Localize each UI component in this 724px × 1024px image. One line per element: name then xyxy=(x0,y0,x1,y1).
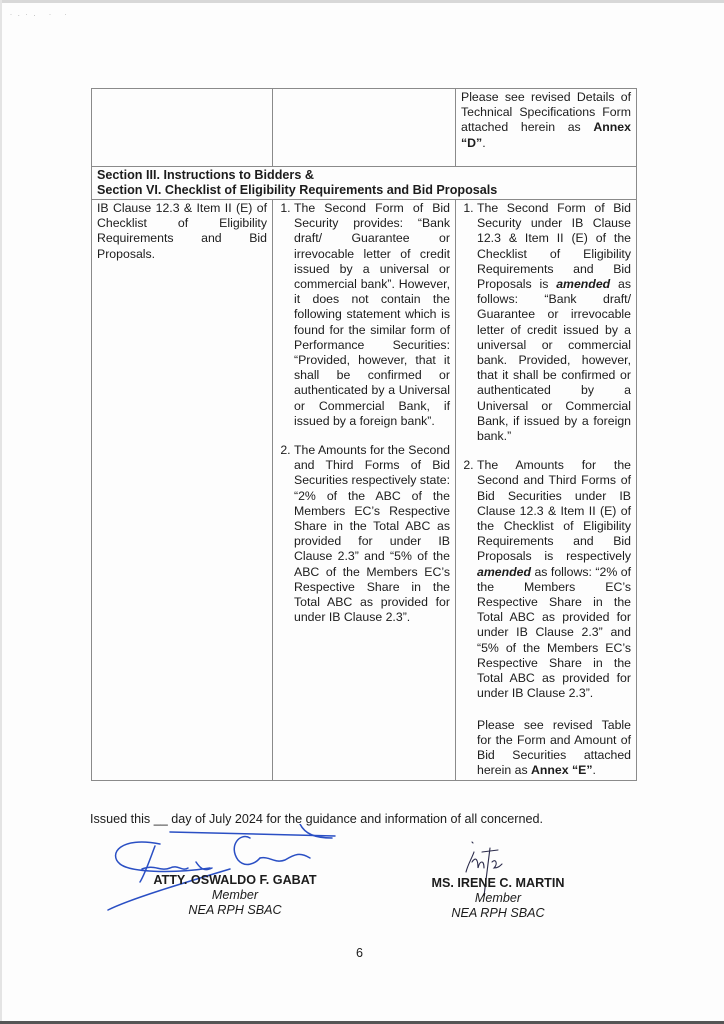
original-item-1: 1. The Second Form of Bid Security provides: “Bank draft/ Guarantee or irrevocable letter of credit issued by a universal or commercial bank”. However, it does not contain the following statement which is found for the similar form of Performance Securities: “Provided, however, that it shall be confirmed or authenticated by a Universal or Commercial Bank, if issued by a foreign bank”. xyxy=(294,201,450,429)
cell-reference-empty xyxy=(92,89,273,167)
table-row-annex-d xyxy=(92,89,637,167)
amended-item-2 xyxy=(477,458,631,701)
annex-e-label: Annex “E” xyxy=(531,763,593,778)
section-heading-line-2: Section VI. Checklist of Eligibility Requirements and Bid Proposals xyxy=(97,182,498,197)
cell-reference: IB Clause 12.3 & Item II (E) of Checklist of Eligibility Requirements and Bid Proposals. xyxy=(92,200,273,781)
amended-items-list xyxy=(461,201,631,702)
amended-item-2-text: The Amounts for the Second and Third Forms of Bid Securities under IB Clause 12.3 & Item II (E) of the Checklist of Eligibility Requirements and Bid Proposals is respectively xyxy=(477,458,631,564)
amended-emphasis: amended xyxy=(556,277,611,292)
signatory-org: NEA RPH SBAC xyxy=(451,906,545,920)
cell-original-provisions xyxy=(273,200,456,781)
annex-d-note: Please see revised Details of Technical Specifications Form attached herein as xyxy=(461,90,631,135)
amended-item-2-text-end: as follows: “2% of the Members EC’s Respective Share in the Total ABC as provided for under IB Clause 2.3” and “5% of the Members EC’s Respective Share in the Total ABC as provided for under IB Clause 2.3”. xyxy=(477,564,631,701)
page-number: 6 xyxy=(356,946,364,960)
signatory-name: ATTY. OSWALDO F. GABAT xyxy=(153,873,317,887)
cell-original-empty xyxy=(273,89,456,167)
amended-item-1-text-end: as follows: “Bank draft/ Guarantee or irrevocable letter of credit issued by a universal or commercial bank. Provided, however, that it shall be confirmed or authenticated by a Universal or Commercial Bank, if issued by a foreign bank.” xyxy=(477,277,631,444)
amendment-table xyxy=(91,88,637,781)
signatory-role: Member xyxy=(474,891,522,905)
page-top-edge xyxy=(0,0,724,3)
annex-d-period: . xyxy=(482,135,486,150)
issued-statement: Issued this __ day of July 2024 for the guidance and information of all concerned. xyxy=(90,812,543,826)
cell-amendments xyxy=(456,200,637,781)
original-item-2: 2. The Amounts for the Second and Third Forms of Bid Securities respectively state: “2% of the ABC of the Members EC’s Respective Share in the Total ABC as provided for under IB Clause 2.3” and “5% of the ABC of the Members EC’s Respective Share in the Total ABC as provided for under IB Clause 2.3”. xyxy=(294,443,450,625)
signatory-gabat xyxy=(127,873,343,918)
section-heading-line-1: Section III. Instructions to Bidders & xyxy=(97,168,314,182)
page-left-edge xyxy=(0,0,2,1024)
signatory-role: Member xyxy=(211,888,259,902)
annex-e-note xyxy=(461,718,631,779)
annex-e-period: . xyxy=(592,763,596,778)
section-heading xyxy=(92,167,637,200)
annex-d-label: Annex “D” xyxy=(461,120,631,150)
original-items-list xyxy=(278,201,450,625)
scan-specks: ·.·. · · xyxy=(10,12,73,18)
cell-amendment-annex-d xyxy=(456,89,637,167)
signatory-name: MS. IRENE C. MARTIN xyxy=(431,876,565,890)
signatory-martin xyxy=(398,876,598,921)
amended-emphasis: amended xyxy=(477,564,531,579)
amended-item-1 xyxy=(477,201,631,444)
amended-item-1-text: The Second Form of Bid Security under IB Clause 12.3 & Item II (E) of the Checklist of Eligibility Requirements and Bid Proposals is xyxy=(477,201,631,292)
annex-e-note-text: Please see revised Table for the Form and Amount of Bid Securities attached herein as xyxy=(477,717,631,778)
signatory-org: NEA RPH SBAC xyxy=(188,903,282,917)
section-heading-row xyxy=(92,167,637,200)
table-row-bid-security xyxy=(92,200,637,781)
